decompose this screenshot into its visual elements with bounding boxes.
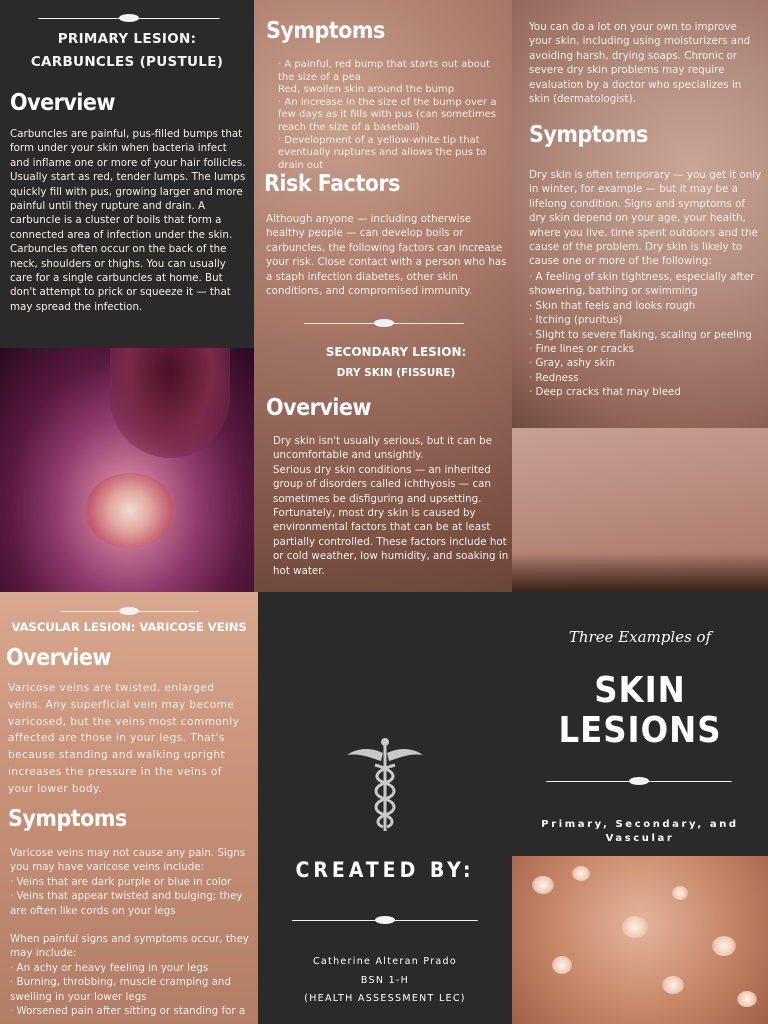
author-course: BSN 1-H <box>360 975 410 986</box>
primary-overview-heading: Overview <box>10 90 116 116</box>
cover-pretitle: Three Examples of <box>568 628 712 646</box>
carbuncle-image <box>0 348 254 592</box>
symptom-item: · Veins that appear twisted and bulging; they are often like cords on your legs <box>10 890 243 917</box>
secondary-symptoms-heading: Symptoms <box>529 122 648 148</box>
vascular-overview-heading: Overview <box>6 645 112 671</box>
vascular-symptoms <box>10 846 256 1018</box>
credits-panel <box>258 592 512 1024</box>
symptom-item: · Slight to severe flaking, scaling or peeling <box>529 328 752 341</box>
symptom-item: · Gray, ashy skin <box>529 357 615 370</box>
right-top-panel <box>512 0 768 428</box>
symptom-item: · An achy or heavy feeling in your legs <box>10 961 209 974</box>
symptom-item: · A painful, red bump that starts out about the size of a pea <box>278 59 491 83</box>
symptom-item: · Skin that feels and looks rough <box>529 299 696 312</box>
cover-title-line1: SKIN <box>594 670 686 711</box>
author-subject: (HEALTH ASSESSMENT LEC) <box>304 993 466 1004</box>
primary-symptoms-heading: Symptoms <box>266 18 385 44</box>
symptom-item: · Deep cracks that may bleed <box>529 386 681 399</box>
skin-bumps-image <box>512 856 768 1024</box>
secondary-overview-text <box>273 434 509 578</box>
cover-subtitle-line2: Vascular <box>605 833 675 844</box>
risk-factors-text: Although anyone — including otherwise healthy people — can develop boils or carbuncles, the following factors can increase your risk. Close contact with a person who has a staph infection diabetes, other skin conditions, and compromised immunity. <box>266 213 507 298</box>
symptom-item: · Itching (pruritus) <box>529 314 623 327</box>
secondary-title-line1: SECONDARY LESION: <box>325 345 467 359</box>
secondary-overview-heading: Overview <box>266 395 372 421</box>
secondary-symptoms-list <box>529 270 765 400</box>
symptom-item: · Veins that are dark purple or blue in color <box>10 875 232 888</box>
dry-skin-image <box>512 428 768 592</box>
symptom-item: · An increase in the size of the bump over a few days as it fills with pus (can sometimes reach the size of a baseball) <box>278 96 497 133</box>
risk-factors-heading: Risk Factors <box>264 171 400 197</box>
vascular-title: VASCULAR LESION: VARICOSE VEINS <box>11 620 247 634</box>
primary-overview-text <box>10 127 246 314</box>
primary-overview-p1: Carbuncles are painful, pus-filled bumps that form under your skin when bacteria infect and inflame one or more of your hair follicles. <box>10 128 246 169</box>
vascular-symptoms-heading: Symptoms <box>8 806 127 832</box>
cover-title-line2: LESIONS <box>558 710 722 751</box>
primary-overview-p2: Usually start as red, tender lumps. The lumps quickly fill with pus, growing larger and more painful until they rupture and drain. A carbuncle is a cluster of boils that form a connected area of infection under the skin. Carbuncles often occur on the back of the neck, shoulders or thighs. You can usually care for a single carbuncles at home. But don't attempt to prick or squeeze it — that may spread the infection. <box>10 171 246 313</box>
vascular-painful-intro: When painful signs and symptoms occur, they may include: <box>10 933 249 960</box>
vascular-panel <box>0 592 258 1024</box>
cover-panel <box>512 592 768 856</box>
symptom-item: · A feeling of skin tightness, especially after showering, bathing or swimming <box>529 271 755 298</box>
secondary-intro: You can do a lot on your own to improve your skin, including using moisturizers and avoiding harsh, drying soaps. Chronic or severe dry skin problems may require evaluation by a doctor who specializes in skin (dermatologist). <box>529 21 751 106</box>
author-name: Catherine Alteran Prado <box>313 956 457 967</box>
divider <box>304 318 464 328</box>
primary-title-line1: PRIMARY LESION: <box>57 31 197 47</box>
divider <box>38 13 220 23</box>
symptom-item: · Redness <box>529 371 579 384</box>
divider <box>546 776 732 786</box>
symptom-item: · Worsened pain after sitting or standing for a <box>10 1005 246 1018</box>
symptom-item: · Fine lines or cracks <box>529 343 634 356</box>
vascular-overview-text: Varicose veins are twisted, enlarged veins. Any superficial vein may become varicosed, but the veins most commonly affected are those in your legs. That's because standing and walking upright increases the pressure in the veins of your lower body. <box>8 682 240 795</box>
divider <box>292 915 478 925</box>
symptom-item: · Burning, throbbing, muscle cramping and swelling in your lower legs <box>10 976 231 1003</box>
secondary-symptoms-intro: Dry skin is often temporary — you get it only in winter, for example — but it may be a lifelong condition. Signs and symptoms of dry skin depend on your age, your health, where you live, time spent outdoors and the cause of the problem. Dry skin is likely to cause one or more of the following: <box>529 169 762 268</box>
primary-lesion-panel <box>0 0 254 348</box>
secondary-overview-p1: Dry skin isn't usually serious, but it can be uncomfortable and unsightly. <box>273 435 492 462</box>
primary-symptoms-list <box>278 59 508 172</box>
symptom-item: Red, swollen skin around the bump <box>278 84 455 96</box>
secondary-title-line2: DRY SKIN (FISSURE) <box>336 367 456 379</box>
middle-top-panel <box>254 0 512 592</box>
vascular-symptoms-intro: Varicose veins may not cause any pain. Signs you may have varicose veins include: <box>10 847 246 874</box>
secondary-overview-p2: Serious dry skin conditions — an inherited group of disorders called ichthyosis — can sometimes be disfiguring and upsetting. Fortunately, most dry skin is caused by environmental factors that can be at least partially controlled. These factors include hot or cold weather, low humidity, and soaking in hot water. <box>273 463 509 577</box>
caduceus-icon <box>345 735 425 835</box>
symptom-item: · Development of a yellow-white tip that eventually ruptures and allows the pus to drain out <box>278 134 487 171</box>
primary-title-line2: CARBUNCLES (PUSTULE) <box>30 54 224 70</box>
created-by-heading: CREATED BY: <box>295 858 475 882</box>
divider <box>60 606 198 616</box>
cover-subtitle-line1: Primary, Secondary, and <box>541 819 739 830</box>
